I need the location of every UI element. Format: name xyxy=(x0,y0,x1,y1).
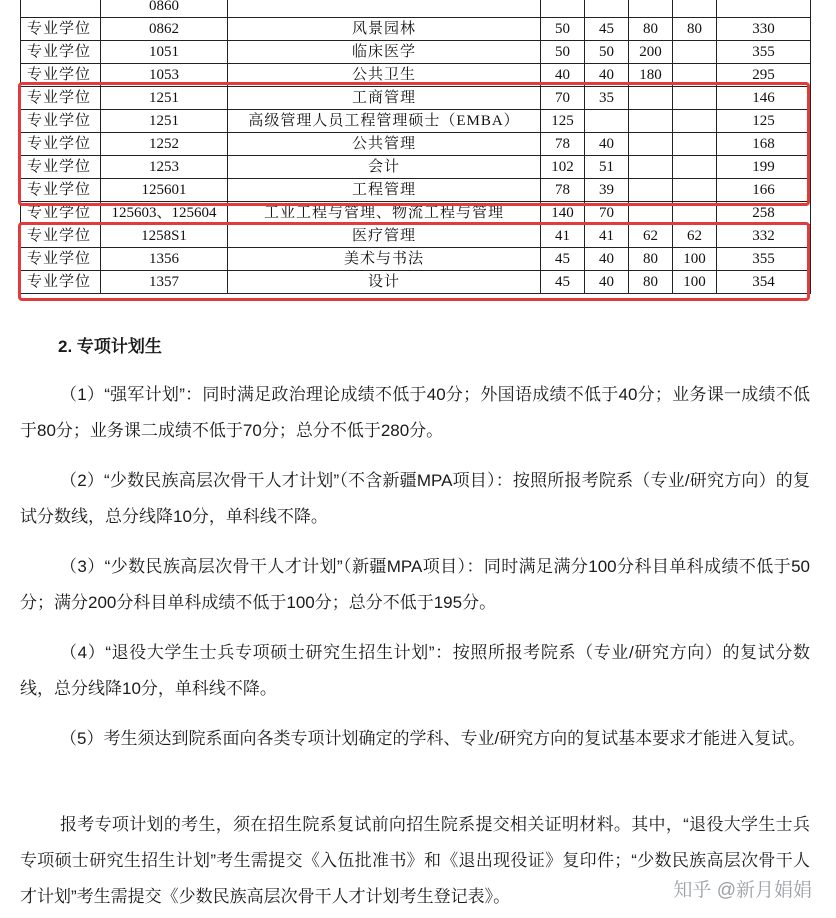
table-cell-total: 295 xyxy=(717,64,811,87)
table-cell-s4: 80 xyxy=(673,18,717,41)
table-cell-degree xyxy=(21,0,101,18)
table-cell-s4: 100 xyxy=(673,248,717,271)
table-cell-name: 公共管理 xyxy=(228,133,541,156)
table-cell-code: 1051 xyxy=(101,41,228,64)
table-cell-code: 0862 xyxy=(101,18,228,41)
table-cell-s4 xyxy=(673,156,717,179)
table-cell-s4 xyxy=(673,179,717,202)
table-row xyxy=(21,179,811,202)
table-cell-s3: 80 xyxy=(629,248,673,271)
table-cell-total: 166 xyxy=(717,179,811,202)
table-cell-s3 xyxy=(629,87,673,110)
paragraph-xinjiang-mpa: （3）“少数民族高层次骨干人才计划”（新疆MPA项目）：同时满足满分100分科目单科成绩不低于50分；满分200分科目单科成绩不低于100分；总分不低于195分。 xyxy=(20,557,810,612)
table-cell-name: 临床医学 xyxy=(228,41,541,64)
table-cell-name: 公共卫生 xyxy=(228,64,541,87)
table-row xyxy=(21,64,811,87)
table-cell-s2 xyxy=(585,110,629,133)
table-cell-s2: 50 xyxy=(585,41,629,64)
table-cell-s2: 35 xyxy=(585,87,629,110)
table-cell-total: 332 xyxy=(717,225,811,248)
table-cell-degree: 专业学位 xyxy=(21,248,101,271)
table-cell-name: 工业工程与管理、物流工程与管理 xyxy=(228,202,541,225)
table-cell-s1: 70 xyxy=(541,87,585,110)
table-cell-degree: 专业学位 xyxy=(21,225,101,248)
zhihu-watermark: 知乎 @新月娟娟 xyxy=(667,873,818,904)
table-cell-s2: 41 xyxy=(585,225,629,248)
table-row xyxy=(21,225,811,248)
table-cell-s4 xyxy=(673,202,717,225)
table-cell-degree: 专业学位 xyxy=(21,179,101,202)
table-cell-s4 xyxy=(673,87,717,110)
score-table-body xyxy=(21,0,811,294)
table-cell-code: 1053 xyxy=(101,64,228,87)
table-row xyxy=(21,202,811,225)
paragraph-basic-requirement: （5）考生须达到院系面向各类专项计划确定的学科、专业/研究方向的复试基本要求才能进入复试。 xyxy=(60,729,806,748)
table-cell-name: 风景园林 xyxy=(228,18,541,41)
table-cell-s3: 200 xyxy=(629,41,673,64)
score-table xyxy=(20,0,811,294)
table-cell-code: 125601 xyxy=(101,179,228,202)
table-cell-s3 xyxy=(629,133,673,156)
table-cell-s4 xyxy=(673,133,717,156)
table-cell-s2: 40 xyxy=(585,64,629,87)
table-cell-code: 0860 xyxy=(101,0,228,18)
table-cell-total: 125 xyxy=(717,110,811,133)
table-row xyxy=(21,133,811,156)
table-cell-s3 xyxy=(629,156,673,179)
table-cell-code: 1356 xyxy=(101,248,228,271)
table-cell-degree: 专业学位 xyxy=(21,87,101,110)
table-cell-total: 199 xyxy=(717,156,811,179)
table-cell-s1: 140 xyxy=(541,202,585,225)
table-cell-name: 工商管理 xyxy=(228,87,541,110)
table-cell-total: 355 xyxy=(717,41,811,64)
table-cell-total: 354 xyxy=(717,271,811,294)
table-cell-code: 125603、125604 xyxy=(101,202,228,225)
table-cell-degree: 专业学位 xyxy=(21,110,101,133)
table-cell-name: 高级管理人员工程管理硕士（EMBA） xyxy=(228,110,541,133)
table-cell-total xyxy=(717,0,811,18)
table-cell-s3 xyxy=(629,179,673,202)
table-cell-s1: 50 xyxy=(541,41,585,64)
table-cell-s1: 50 xyxy=(541,18,585,41)
table-row xyxy=(21,248,811,271)
table-cell-s1: 78 xyxy=(541,133,585,156)
table-cell-s3: 62 xyxy=(629,225,673,248)
table-cell-s3: 80 xyxy=(629,18,673,41)
table-cell-code: 1251 xyxy=(101,110,228,133)
table-cell-s3 xyxy=(629,110,673,133)
table-cell-s1: 45 xyxy=(541,248,585,271)
table-cell-name: 设计 xyxy=(228,271,541,294)
paragraph-military-plan: （1）“强军计划”：同时满足政治理论成绩不低于40分；外国语成绩不低于40分；业务课一成绩不低于80分；业务课二成绩不低于70分；总分不低于280分。 xyxy=(20,385,810,440)
table-cell-s3 xyxy=(629,0,673,18)
table-row xyxy=(21,271,811,294)
table-cell-s2: 39 xyxy=(585,179,629,202)
paragraph-materials: 报考专项计划的考生，须在招生院系复试前向招生院系提交相关证明材料。其中，“退役大学生士兵专项硕士研究生招生计划”考生需提交《入伍批准书》和《退出现役证》复印件；“少数民族高层次骨干人才计划”考生需提交《少数民族高层次骨干人才计划考生登记表》。 xyxy=(20,815,810,906)
table-cell-name: 工程管理 xyxy=(228,179,541,202)
table-cell-total: 258 xyxy=(717,202,811,225)
table-cell-code: 1357 xyxy=(101,271,228,294)
table-cell-s1: 102 xyxy=(541,156,585,179)
table-cell-total: 146 xyxy=(717,87,811,110)
table-row xyxy=(21,156,811,179)
table-cell-total: 168 xyxy=(717,133,811,156)
table-cell-name: 医疗管理 xyxy=(228,225,541,248)
table-cell-s2: 70 xyxy=(585,202,629,225)
table-cell-s1: 41 xyxy=(541,225,585,248)
table-cell-s1: 78 xyxy=(541,179,585,202)
table-cell-degree: 专业学位 xyxy=(21,133,101,156)
table-cell-code: 1258S1 xyxy=(101,225,228,248)
paragraph-veteran-plan: （4）“退役大学生士兵专项硕士研究生招生计划”：按照所报考院系（专业/研究方向）的复试分数线，总分线降10分，单科线不降。 xyxy=(20,643,810,698)
table-cell-s1: 125 xyxy=(541,110,585,133)
table-cell-s2: 40 xyxy=(585,271,629,294)
table-cell-s2: 40 xyxy=(585,248,629,271)
table-cell-degree: 专业学位 xyxy=(21,156,101,179)
table-cell-total: 355 xyxy=(717,248,811,271)
table-cell-degree: 专业学位 xyxy=(21,18,101,41)
table-row xyxy=(21,110,811,133)
table-row xyxy=(21,18,811,41)
table-cell-code: 1251 xyxy=(101,87,228,110)
table-cell-s3: 180 xyxy=(629,64,673,87)
table-cell-s2 xyxy=(585,0,629,18)
section-title: 2. 专项计划生 xyxy=(58,337,162,356)
table-cell-s4 xyxy=(673,0,717,18)
table-cell-s4 xyxy=(673,64,717,87)
table-cell-s2: 40 xyxy=(585,133,629,156)
table-cell-s4 xyxy=(673,41,717,64)
table-cell-s1 xyxy=(541,0,585,18)
table-cell-name xyxy=(228,0,541,18)
paragraph-minority-plan: （2）“少数民族高层次骨干人才计划”（不含新疆MPA项目）：按照所报考院系（专业/研究方向）的复试分数线，总分线降10分，单科线不降。 xyxy=(20,471,810,526)
table-cell-s4: 100 xyxy=(673,271,717,294)
score-table-container xyxy=(20,0,810,294)
table-cell-code: 1252 xyxy=(101,133,228,156)
table-cell-degree: 专业学位 xyxy=(21,64,101,87)
table-cell-degree: 专业学位 xyxy=(21,271,101,294)
table-cell-s3: 80 xyxy=(629,271,673,294)
table-row xyxy=(21,87,811,110)
table-cell-total: 330 xyxy=(717,18,811,41)
table-cell-code: 1253 xyxy=(101,156,228,179)
table-row xyxy=(21,41,811,64)
table-cell-s2: 45 xyxy=(585,18,629,41)
table-cell-s4 xyxy=(673,110,717,133)
table-cell-s2: 51 xyxy=(585,156,629,179)
table-cell-degree: 专业学位 xyxy=(21,202,101,225)
table-row xyxy=(21,0,811,18)
table-cell-name: 美术与书法 xyxy=(228,248,541,271)
table-cell-s4: 62 xyxy=(673,225,717,248)
table-cell-s1: 40 xyxy=(541,64,585,87)
table-cell-s1: 45 xyxy=(541,271,585,294)
table-cell-s3 xyxy=(629,202,673,225)
table-cell-degree: 专业学位 xyxy=(21,41,101,64)
table-cell-name: 会计 xyxy=(228,156,541,179)
